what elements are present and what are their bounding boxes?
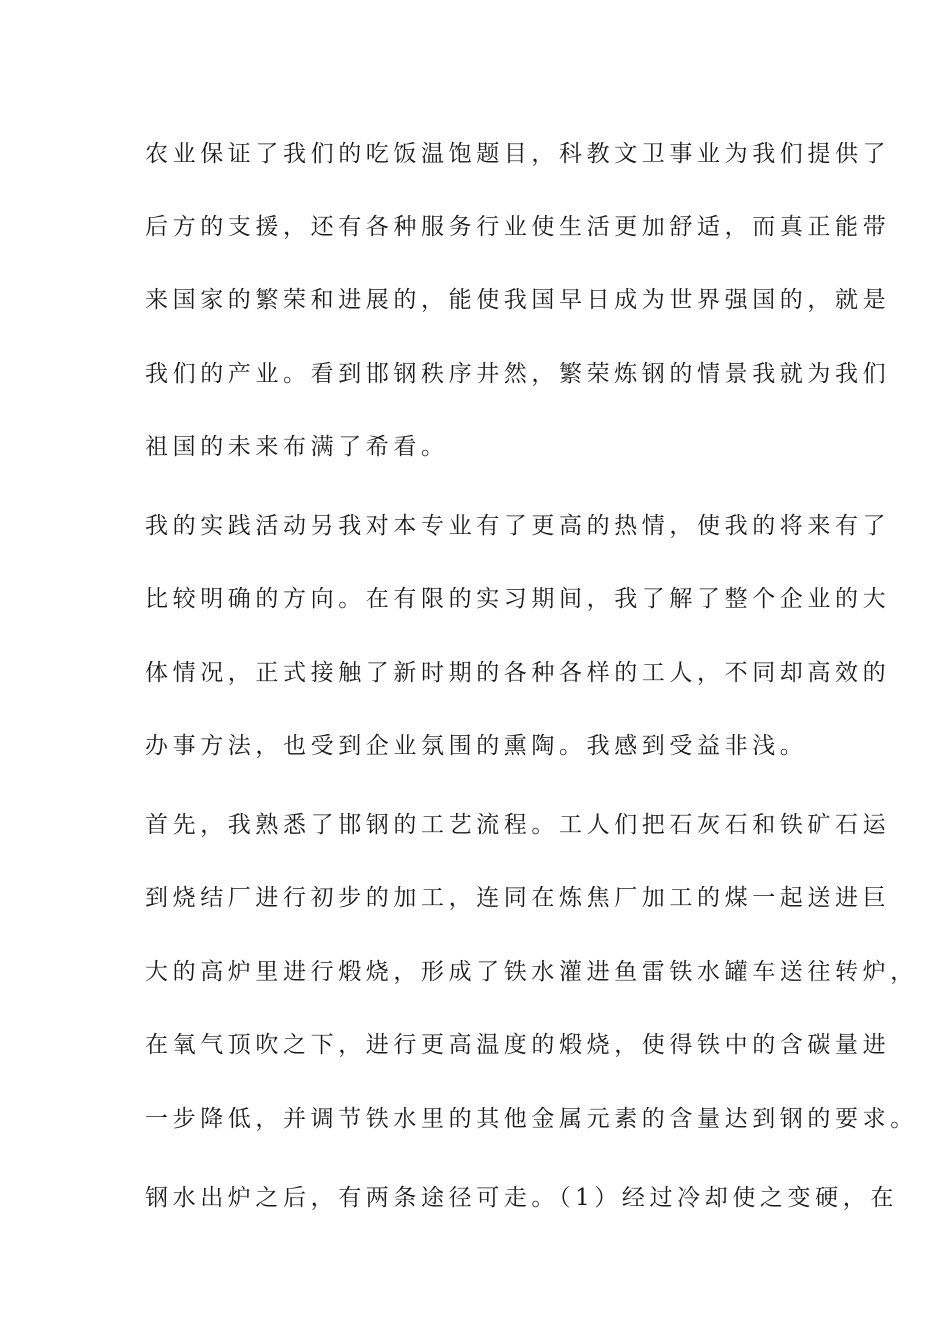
text-line: 比较明确的方向。在有限的实习期间，我了解了整个企业的大 [145, 586, 891, 612]
text-line: 在氧气顶吹之下，进行更高温度的煅烧，使得铁中的含碳量进 [145, 1032, 891, 1058]
text-line: 农业保证了我们的吃饭温饱题目，科教文卫事业为我们提供了 [145, 141, 891, 167]
text-line: 后方的支援，还有各种服务行业使生活更加舒适，而真正能带 [145, 214, 891, 240]
text-line: 办事方法，也受到企业氛围的熏陶。我感到受益非浅。 [145, 733, 808, 759]
text-line: 一步降低，并调节铁水里的其他金属元素的含量达到钢的要求。 [145, 1106, 918, 1132]
text-line: 首先，我熟悉了邯钢的工艺流程。工人们把石灰石和铁矿石运 [145, 812, 891, 838]
text-line: 祖国的未来布满了希看。 [145, 434, 449, 460]
text-line: 来国家的繁荣和进展的，能使我国早日成为世界强国的，就是 [145, 287, 891, 313]
text-line: 钢水出炉之后，有两条途径可走。（1）经过冷却使之变硬，在 [145, 1185, 898, 1211]
text-line: 大的高炉里进行煅烧，形成了铁水灌进鱼雷铁水罐车送往转炉， [145, 959, 918, 985]
text-line: 我的实践活动另我对本专业有了更高的热情，使我的将来有了 [145, 513, 891, 539]
text-line: 到烧结厂进行初步的加工，连同在炼焦厂加工的煤一起送进巨 [145, 885, 891, 911]
text-line: 体情况，正式接触了新时期的各种各样的工人，不同却高效的 [145, 660, 891, 686]
text-line: 我们的产业。看到邯钢秩序井然，繁荣炼钢的情景我就为我们 [145, 361, 891, 387]
